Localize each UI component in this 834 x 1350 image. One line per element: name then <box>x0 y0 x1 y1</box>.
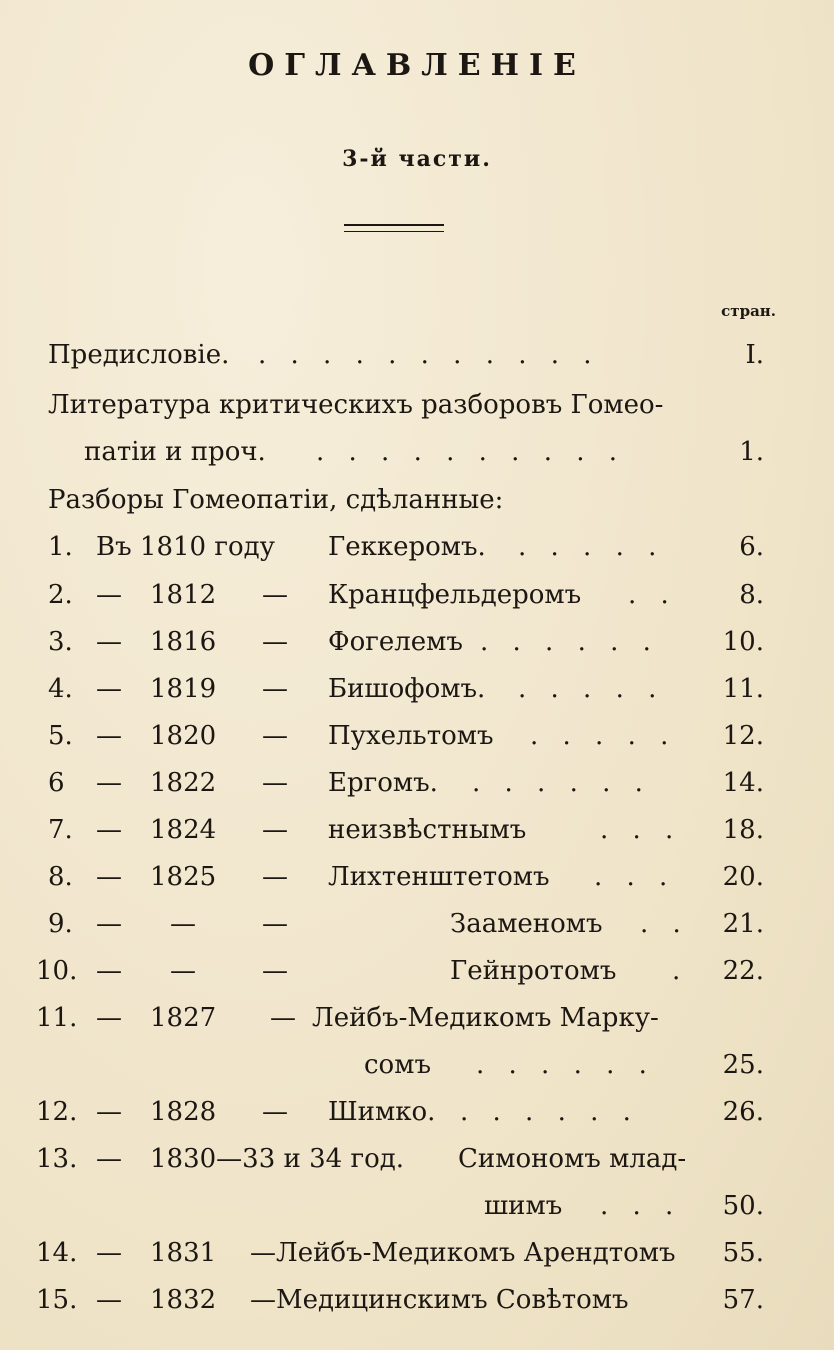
item-year: 1830—33 и 34 год. <box>150 1144 405 1174</box>
item-dash: — <box>262 1097 288 1127</box>
leader-dots: . . . . . . <box>480 627 659 657</box>
page-subtitle: 3-й части. <box>342 146 492 172</box>
divider-rule <box>344 224 444 226</box>
item-name: Кранцфельдеромъ <box>328 580 582 610</box>
item-year: 1812 <box>150 580 217 610</box>
item-name: —Лейбъ-Медикомъ Арендтомъ <box>250 1238 676 1268</box>
item-dash: — <box>96 721 122 751</box>
page-number: 8. <box>739 580 764 610</box>
page-number: 14. <box>722 768 764 798</box>
item-number: 11. <box>36 1003 78 1033</box>
item-year: — <box>170 956 196 986</box>
item-name: Геккеромъ. <box>328 532 486 562</box>
page-number: 22. <box>722 956 764 986</box>
item-name: Лихтенштетомъ <box>328 862 550 892</box>
item-dash: — <box>262 909 288 939</box>
entry-text: Литература критическихъ разборовъ Гомео- <box>48 390 664 420</box>
item-number: 3. <box>48 627 73 657</box>
toc-item <box>0 627 834 671</box>
item-name: Шимко. <box>328 1097 436 1127</box>
leader-dots: . . . <box>600 815 682 845</box>
item-year: 1832 <box>150 1285 217 1315</box>
item-dash: — <box>262 627 288 657</box>
item-name: Пухельтомъ <box>328 721 494 751</box>
page-number: 10. <box>722 627 764 657</box>
item-number: 7. <box>48 815 73 845</box>
item-dash: — <box>270 1003 296 1033</box>
toc-item <box>0 580 834 624</box>
toc-entry-literature <box>0 390 834 434</box>
item-name: Бишофомъ. <box>328 674 486 704</box>
item-number: 12. <box>36 1097 78 1127</box>
item-year: 1822 <box>150 768 217 798</box>
item-year: 1825 <box>150 862 217 892</box>
item-dash: — <box>96 1238 122 1268</box>
item-year: 1831 <box>150 1238 217 1268</box>
leader-dots: . . . <box>600 1191 682 1221</box>
item-dash: — <box>96 862 122 892</box>
item-year: 1820 <box>150 721 217 751</box>
item-name-cont: шимъ <box>484 1191 563 1221</box>
item-dash: — <box>262 815 288 845</box>
item-year: 1816 <box>150 627 217 657</box>
leader-dots: . . . . . . <box>476 1050 655 1080</box>
item-number: 2. <box>48 580 73 610</box>
item-dash: — <box>262 674 288 704</box>
page-number: 26. <box>722 1097 764 1127</box>
item-number: 15. <box>36 1285 78 1315</box>
toc-item-cont <box>0 1191 834 1235</box>
entry-text: Предисловіе. <box>48 340 230 370</box>
toc-entry-preface <box>0 340 834 384</box>
page-number: 25. <box>722 1050 764 1080</box>
item-year: 1819 <box>150 674 217 704</box>
item-dash: — <box>96 956 122 986</box>
item-dash: — <box>96 909 122 939</box>
toc-item <box>0 721 834 765</box>
item-year: 1827 <box>150 1003 217 1033</box>
toc-item <box>0 532 834 576</box>
leader-dots: . . . . . . . . . . <box>316 437 626 467</box>
toc-item <box>0 1144 834 1188</box>
leader-dots: . . . . . <box>518 674 665 704</box>
item-dash: — <box>96 1144 122 1174</box>
item-number: 1. <box>48 532 73 562</box>
item-year: Въ 1810 году <box>96 532 275 562</box>
section-heading: Разборы Гомеопатіи, сдѣланные: <box>48 485 504 515</box>
toc-item <box>0 862 834 906</box>
item-dash: — <box>96 580 122 610</box>
toc-item <box>0 956 834 1000</box>
page-number: 50. <box>722 1191 764 1221</box>
item-name: неизвѣстнымъ <box>328 815 527 845</box>
toc-item <box>0 1285 834 1329</box>
leader-dots: . <box>672 956 689 986</box>
toc-item <box>0 674 834 718</box>
leader-dots: . . <box>640 909 689 939</box>
item-name-cont: сомъ <box>364 1050 431 1080</box>
item-name: Лейбъ-Медикомъ Марку- <box>312 1003 659 1033</box>
leader-dots: . . . . . . <box>472 768 651 798</box>
item-year: 1824 <box>150 815 217 845</box>
leader-dots: . . <box>628 580 677 610</box>
entry-text: патіи и проч. <box>84 437 266 467</box>
toc-item <box>0 909 834 953</box>
toc-entry-literature-cont <box>0 437 834 481</box>
toc-item <box>0 1097 834 1141</box>
page-number: 57. <box>722 1285 764 1315</box>
leader-dots: . . . <box>594 862 676 892</box>
item-year: 1828 <box>150 1097 217 1127</box>
item-dash: — <box>262 956 288 986</box>
page-column-label: стран. <box>721 302 776 320</box>
item-dash: — <box>96 815 122 845</box>
toc-section-heading <box>0 485 834 529</box>
item-name: Гейнротомъ <box>450 956 617 986</box>
toc-item-cont <box>0 1050 834 1094</box>
item-dash: — <box>262 862 288 892</box>
item-name: Фогелемъ <box>328 627 463 657</box>
toc-item <box>0 768 834 812</box>
item-number: 10. <box>36 956 78 986</box>
page-number: 18. <box>722 815 764 845</box>
item-dash: — <box>96 768 122 798</box>
item-dash: — <box>96 1285 122 1315</box>
item-dash: — <box>262 768 288 798</box>
page-number: 21. <box>722 909 764 939</box>
item-number: 4. <box>48 674 73 704</box>
divider-rule-thin <box>344 231 444 232</box>
leader-dots: . . . . . <box>530 721 677 751</box>
item-name: Симономъ млад- <box>458 1144 687 1174</box>
page-number: 6. <box>739 532 764 562</box>
page-number: 55. <box>722 1238 764 1268</box>
page-number: 12. <box>722 721 764 751</box>
item-number: 6 <box>48 768 65 798</box>
page-title: ОГЛАВЛЕНІЕ <box>248 48 586 83</box>
item-number: 8. <box>48 862 73 892</box>
item-name: —Медицинскимъ Совѣтомъ <box>250 1285 629 1315</box>
leader-dots: . . . . . . . . . . . <box>258 340 600 370</box>
item-dash: — <box>96 1003 122 1033</box>
item-dash: — <box>96 674 122 704</box>
item-number: 14. <box>36 1238 78 1268</box>
item-number: 9. <box>48 909 73 939</box>
item-dash: — <box>262 580 288 610</box>
leader-dots: . . . . . . <box>460 1097 639 1127</box>
item-name: Зааменомъ <box>450 909 603 939</box>
page-number: 11. <box>722 674 764 704</box>
toc-item <box>0 1003 834 1047</box>
leader-dots: . . . . . <box>518 532 665 562</box>
item-name: Ергомъ. <box>328 768 438 798</box>
item-year: — <box>170 909 196 939</box>
page-number: 1. <box>739 437 764 467</box>
item-number: 13. <box>36 1144 78 1174</box>
toc-item <box>0 815 834 859</box>
page-number: I. <box>745 340 764 370</box>
item-number: 5. <box>48 721 73 751</box>
item-dash: — <box>96 627 122 657</box>
toc-item <box>0 1238 834 1282</box>
page-number: 20. <box>722 862 764 892</box>
item-dash: — <box>262 721 288 751</box>
item-dash: — <box>96 1097 122 1127</box>
